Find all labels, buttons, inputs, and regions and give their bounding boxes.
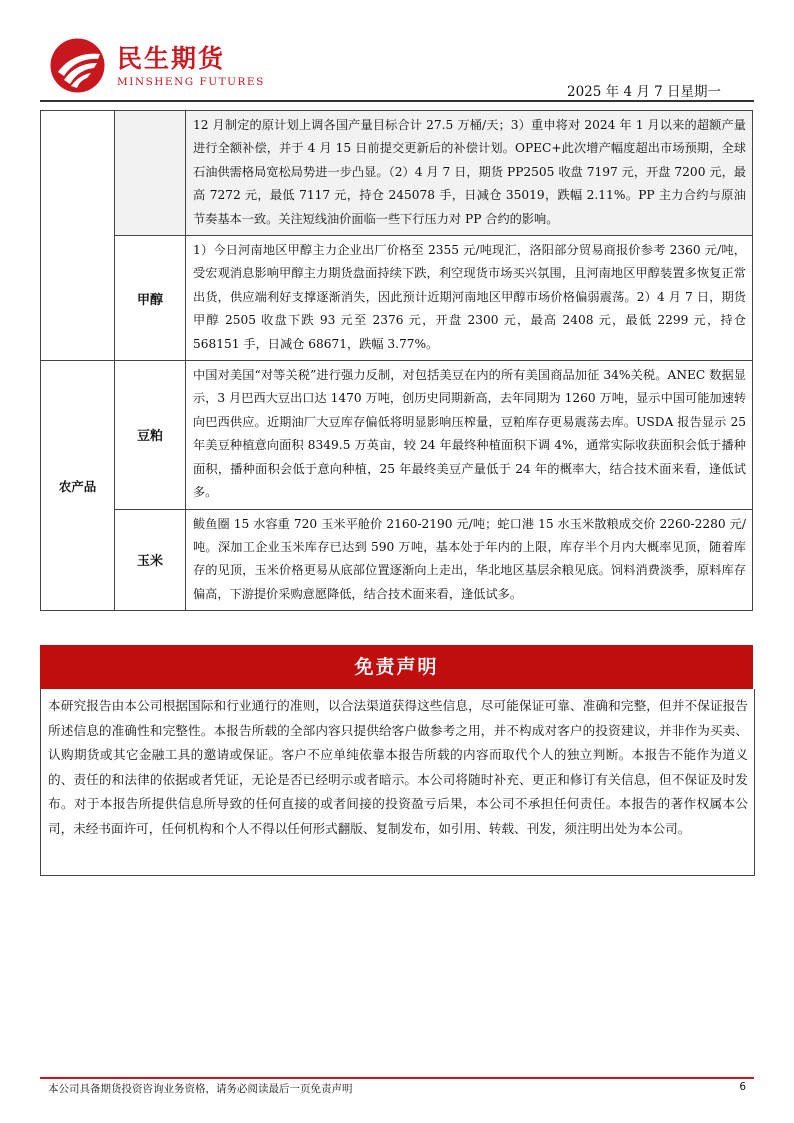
- minsheng-logo-icon: [50, 38, 105, 93]
- product-cell-methanol: 甲醇: [115, 236, 186, 361]
- commentary-cell-pp: 12 月制定的原计划上调各国产量目标合计 27.5 万桶/天；3）重申将对 2024 年 1 月以来的超额产量进行全额补偿，并于 4 月 15 日前提交更新后的补偿计划。OPEC+此次增产幅度超出市场预期，全球石油供需格局宽松局势进一步凸显。（2）4 月 7 日，期货 PP2505 收盘 7197 元，开盘 7200 元，最高 7272 元，最低 7117 元，持仓 245078 手，日减仓 35019，跌幅 2.11%。PP 主力合约与原油节奏基本一致。关注短线油价面临一些下行压力对 PP 合约的影响。: [186, 111, 753, 236]
- table-row: [41, 236, 753, 361]
- report-date: 2025 年 4 月 7 日星期一: [567, 84, 721, 100]
- footer-notice: 本公司具备期货投资咨询业务资格，请务必阅读最后一页免责声明: [48, 1083, 353, 1095]
- product-cell-soymeal: 豆粕: [115, 361, 186, 509]
- commentary-cell-corn: 鲅鱼圈 15 水容重 720 玉米平舱价 2160-2190 元/吨；蛇口港 15 水玉米散粮成交价 2260-2280 元/吨。深加工企业玉米库存已达到 590 万吨，基本处于年内的上限，库存半个月内大概率见顶，随着库存的见顶，玉米价格更易从底部位置逐渐向上走出，华北地区基层余粮见底。饲料消费淡季，原料库存偏高，下游提价采购意愿降低，结合技术面来看，逢低试多。: [186, 509, 753, 611]
- table-row: [41, 361, 753, 509]
- brand-name-en: MINSHENG FUTURES: [117, 76, 265, 88]
- commentary-cell-soymeal: 中国对美国“对等关税”进行强力反制，对包括美豆在内的所有美国商品加征 34%关税。ANEC 数据显示，3 月巴西大豆出口达 1470 万吨，创历史同期新高，去年同期为 1260 万吨，显示中国可能加速转向巴西供应。近期油厂大豆库存偏低将明显影响压榨量，豆粕库存更易震荡去库。USDA 报告显示 25 年美豆种植意向面积 8349.5 万英亩，较 24 年最终种植面积下调 4%，通常实际收获面积会低于播种面积，播种面积会低于意向种植，25 年最终美豆产量低于 24 年的概率大，结合技术面来看，逢低试多。: [186, 361, 753, 509]
- page-header: [40, 34, 754, 100]
- disclaimer-body: 本研究报告由本公司根据国际和行业通行的准则，以合法渠道获得这些信息，尽可能保证可靠、准确和完整，但并不保证报告所述信息的准确性和完整性。本报告所载的全部内容只提供给客户做参考之用，并不构成对客户的投资建议，并非作为买卖、认购期货或其它金融工具的邀请或保证。客户不应单纯依靠本报告所载的内容而取代个人的独立判断。本报告不能作为道义的、责任的和法律的依据或者凭证，无论是否已经明示或者暗示。本公司将随时补充、更正和修订有关信息，但不保证及时发布。对于本报告所提供信息所导致的任何直接的或者间接的投资盈亏后果，本公司不承担任何责任。本报告的著作权属本公司，未经书面许可，任何机构和个人不得以任何形式翻版、复制发布，如引用、转载、刊发，须注明出处为本公司。: [40, 689, 755, 876]
- commodity-table: [40, 110, 753, 611]
- header-divider: [40, 100, 754, 102]
- footer-divider: [40, 1077, 754, 1079]
- table-row: [41, 509, 753, 611]
- page-number: 6: [739, 1081, 746, 1093]
- disclaimer-title: 免责声明: [40, 645, 753, 689]
- commentary-cell-methanol: 1）今日河南地区甲醇主力企业出厂价格至 2355 元/吨现汇，洛阳部分贸易商报价参考 2360 元/吨，受宏观消息影响甲醇主力期货盘面持续下跌，利空现货市场买兴氛围，且河南地区甲醇装置多恢复正常出货，供应端利好支撑逐渐消失，因此预计近期河南地区甲醇市场价格偏弱震荡。2）4 月 7 日，期货甲醇 2505 收盘下跌 93 元至 2376 元，开盘 2300 元，最高 2408 元，最低 2299 元，持仓 568151 手，日减仓 68671，跌幅 3.77%。: [186, 236, 753, 361]
- product-cell-corn: 玉米: [115, 509, 186, 611]
- category-cell-energy: [41, 111, 115, 361]
- brand-name-cn: 民生期货: [117, 44, 226, 73]
- product-cell-pp: [115, 111, 186, 236]
- category-cell-agri: 农产品: [41, 361, 115, 611]
- table-row: [41, 111, 753, 236]
